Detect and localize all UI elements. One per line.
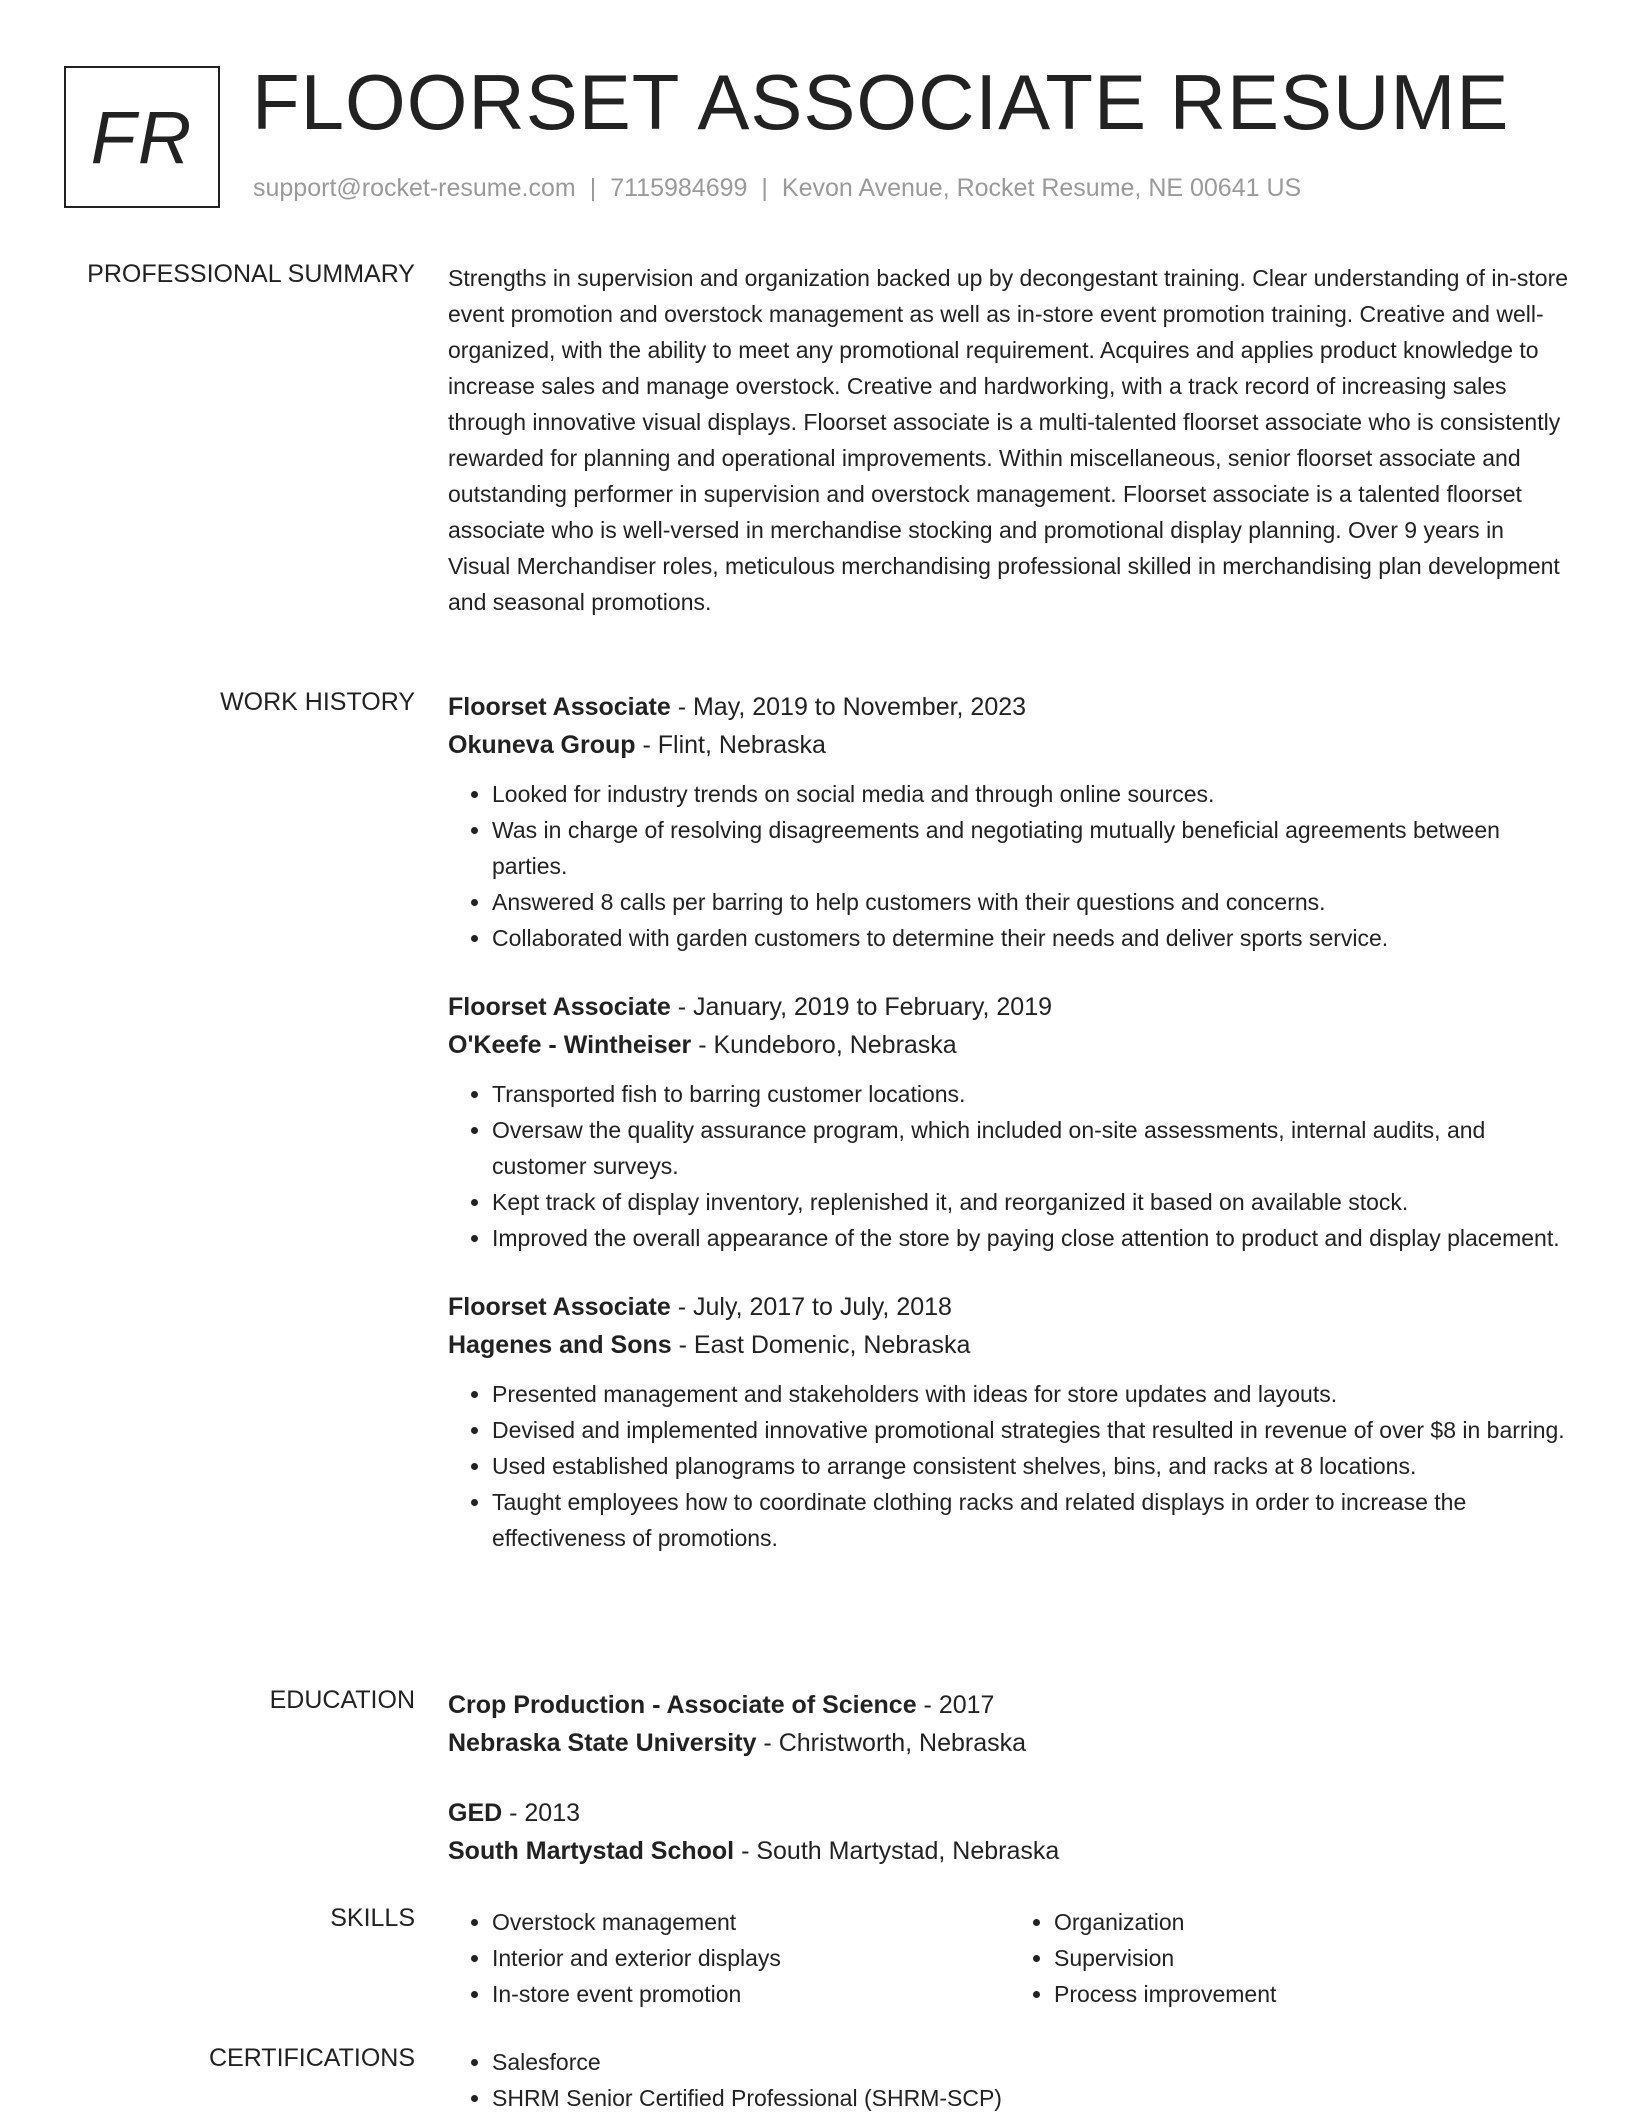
education-entry: [448, 1686, 1572, 1762]
contact-email: support@rocket-resume.com: [253, 174, 576, 202]
skill-item: • Organization: [1054, 1904, 1572, 1940]
job-dates: - May, 2019 to November, 2023: [670, 693, 1027, 721]
list-item: • Oversaw the quality assurance program, which included on-site assessments, internal audits, and customer surveys.: [492, 1112, 1572, 1184]
job-dates: - July, 2017 to July, 2018: [670, 1293, 952, 1321]
education-content: [448, 1686, 1572, 1902]
certifications-content: [448, 2044, 1572, 2116]
job-title: Floorset Associate: [448, 693, 671, 721]
skills-column-right: [1010, 1904, 1572, 2012]
skill-item: • In-store event promotion: [492, 1976, 1010, 2012]
education-degree-line: [448, 1686, 1572, 1724]
section-label-certifications: CERTIFICATIONS: [208, 2044, 415, 2072]
list-item: • Improved the overall appearance of the store by paying close attention to product and display placement.: [492, 1220, 1572, 1256]
contact-separator: |: [761, 174, 768, 202]
certifications-list: [448, 2044, 1572, 2116]
education-degree-line: [448, 1794, 1572, 1832]
list-item: • Answered 8 calls per barring to help customers with their questions and concerns.: [492, 884, 1572, 920]
education-entry: [448, 1794, 1572, 1870]
list-item: • Transported fish to barring customer locations.: [492, 1076, 1572, 1112]
job-title-line: [448, 688, 1572, 726]
education-school: South Martystad School: [448, 1837, 735, 1865]
contact-address: Kevon Avenue, Rocket Resume, NE 00641 US: [781, 174, 1302, 202]
summary-text: Strengths in supervision and organization backed up by decongestant training. Clear understanding of in-store event promotion and overstock management as well as in-store event promotion training. Creative and well-organized, with the ability to meet any promotional requirement. Acquires and applies product knowledge to increase sales and manage overstock. Creative and hardworking, with a track record of increasing sales through innovative visual displays. Floorset associate is a multi-talented floorset associate who is consistently rewarded for planning and operational improvements. Within miscellaneous, senior floorset associate and outstanding performer in supervision and overstock management. Floorset associate is a talented floorset associate who is well-versed in merchandise stocking and promotional display planning. Over 9 years in Visual Merchandiser roles, meticulous merchandising professional skilled in merchandising plan development and seasonal promotions.: [448, 265, 1569, 615]
skills-column-left: [448, 1904, 1010, 2012]
job-bullets: [448, 1376, 1572, 1556]
job-title-line: [448, 988, 1572, 1026]
education-degree: Crop Production - Associate of Science: [448, 1691, 917, 1719]
list-item: • Presented management and stakeholders with ideas for store updates and layouts.: [492, 1376, 1572, 1412]
list-item: • Taught employees how to coordinate clothing racks and related displays in order to increase the effectiveness of promotions.: [492, 1484, 1572, 1556]
section-label-work-history: WORK HISTORY: [220, 688, 415, 716]
education-location: - South Martystad, Nebraska: [734, 1837, 1060, 1865]
job-bullets: [448, 776, 1572, 956]
list-item: • Used established planograms to arrange consistent shelves, bins, and racks at 8 locations.: [492, 1448, 1572, 1484]
skills-content: [448, 1904, 1572, 2012]
job-company: Okuneva Group: [448, 731, 636, 759]
job-company: Hagenes and Sons: [448, 1331, 672, 1359]
job-company-line: [448, 726, 1572, 764]
job-entry: [448, 988, 1572, 1256]
contact-separator: |: [589, 174, 597, 202]
summary-content: [448, 260, 1572, 620]
list-item: • Collaborated with garden customers to determine their needs and deliver sports service.: [492, 920, 1572, 956]
section-label-skills: SKILLS: [330, 1904, 415, 1932]
job-company-line: [448, 1326, 1572, 1364]
education-school: Nebraska State University: [448, 1729, 757, 1757]
list-item: • Kept track of display inventory, replenished it, and reorganized it based on available stock.: [492, 1184, 1572, 1220]
job-company-line: [448, 1026, 1572, 1064]
education-degree: GED: [448, 1799, 503, 1827]
contact-line: [253, 174, 1301, 203]
job-location: - Kundeboro, Nebraska: [691, 1031, 957, 1059]
education-school-line: [448, 1832, 1572, 1870]
skill-item: • Overstock management: [492, 1904, 1010, 1940]
certification-item: • SHRM Senior Certified Professional (SHRM-SCP): [492, 2080, 1572, 2116]
list-item: • Devised and implemented innovative promotional strategies that resulted in revenue of over $8 in barring.: [492, 1412, 1572, 1448]
job-title: Floorset Associate: [448, 993, 671, 1021]
job-title-line: [448, 1288, 1572, 1326]
job-location: - Flint, Nebraska: [635, 731, 826, 759]
list-item: • Was in charge of resolving disagreements and negotiating mutually beneficial agreements between parties.: [492, 812, 1572, 884]
work-history-content: [448, 688, 1572, 1588]
skill-item: • Process improvement: [1054, 1976, 1572, 2012]
skill-item: • Supervision: [1054, 1940, 1572, 1976]
job-entry: [448, 688, 1572, 956]
skill-item: • Interior and exterior displays: [492, 1940, 1010, 1976]
job-location: - East Domenic, Nebraska: [671, 1331, 971, 1359]
job-dates: - January, 2019 to February, 2019: [670, 993, 1053, 1021]
section-label-summary: PROFESSIONAL SUMMARY: [87, 260, 415, 288]
page-title: FLOORSET ASSOCIATE RESUME: [252, 58, 1510, 146]
education-year: - 2017: [916, 1691, 995, 1719]
job-title: Floorset Associate: [448, 1293, 671, 1321]
certification-item: • Salesforce: [492, 2044, 1572, 2080]
contact-phone: 7115984699: [610, 174, 748, 202]
list-item: • Looked for industry trends on social media and through online sources.: [492, 776, 1572, 812]
education-location: - Christworth, Nebraska: [756, 1729, 1027, 1757]
skills-grid: [448, 1904, 1572, 2012]
job-entry: [448, 1288, 1572, 1556]
job-bullets: [448, 1076, 1572, 1256]
education-school-line: [448, 1724, 1572, 1762]
section-label-education: EDUCATION: [269, 1686, 415, 1714]
education-year: - 2013: [502, 1799, 581, 1827]
job-company: O'Keefe - Wintheiser: [448, 1031, 692, 1059]
monogram: FR: [64, 66, 220, 208]
